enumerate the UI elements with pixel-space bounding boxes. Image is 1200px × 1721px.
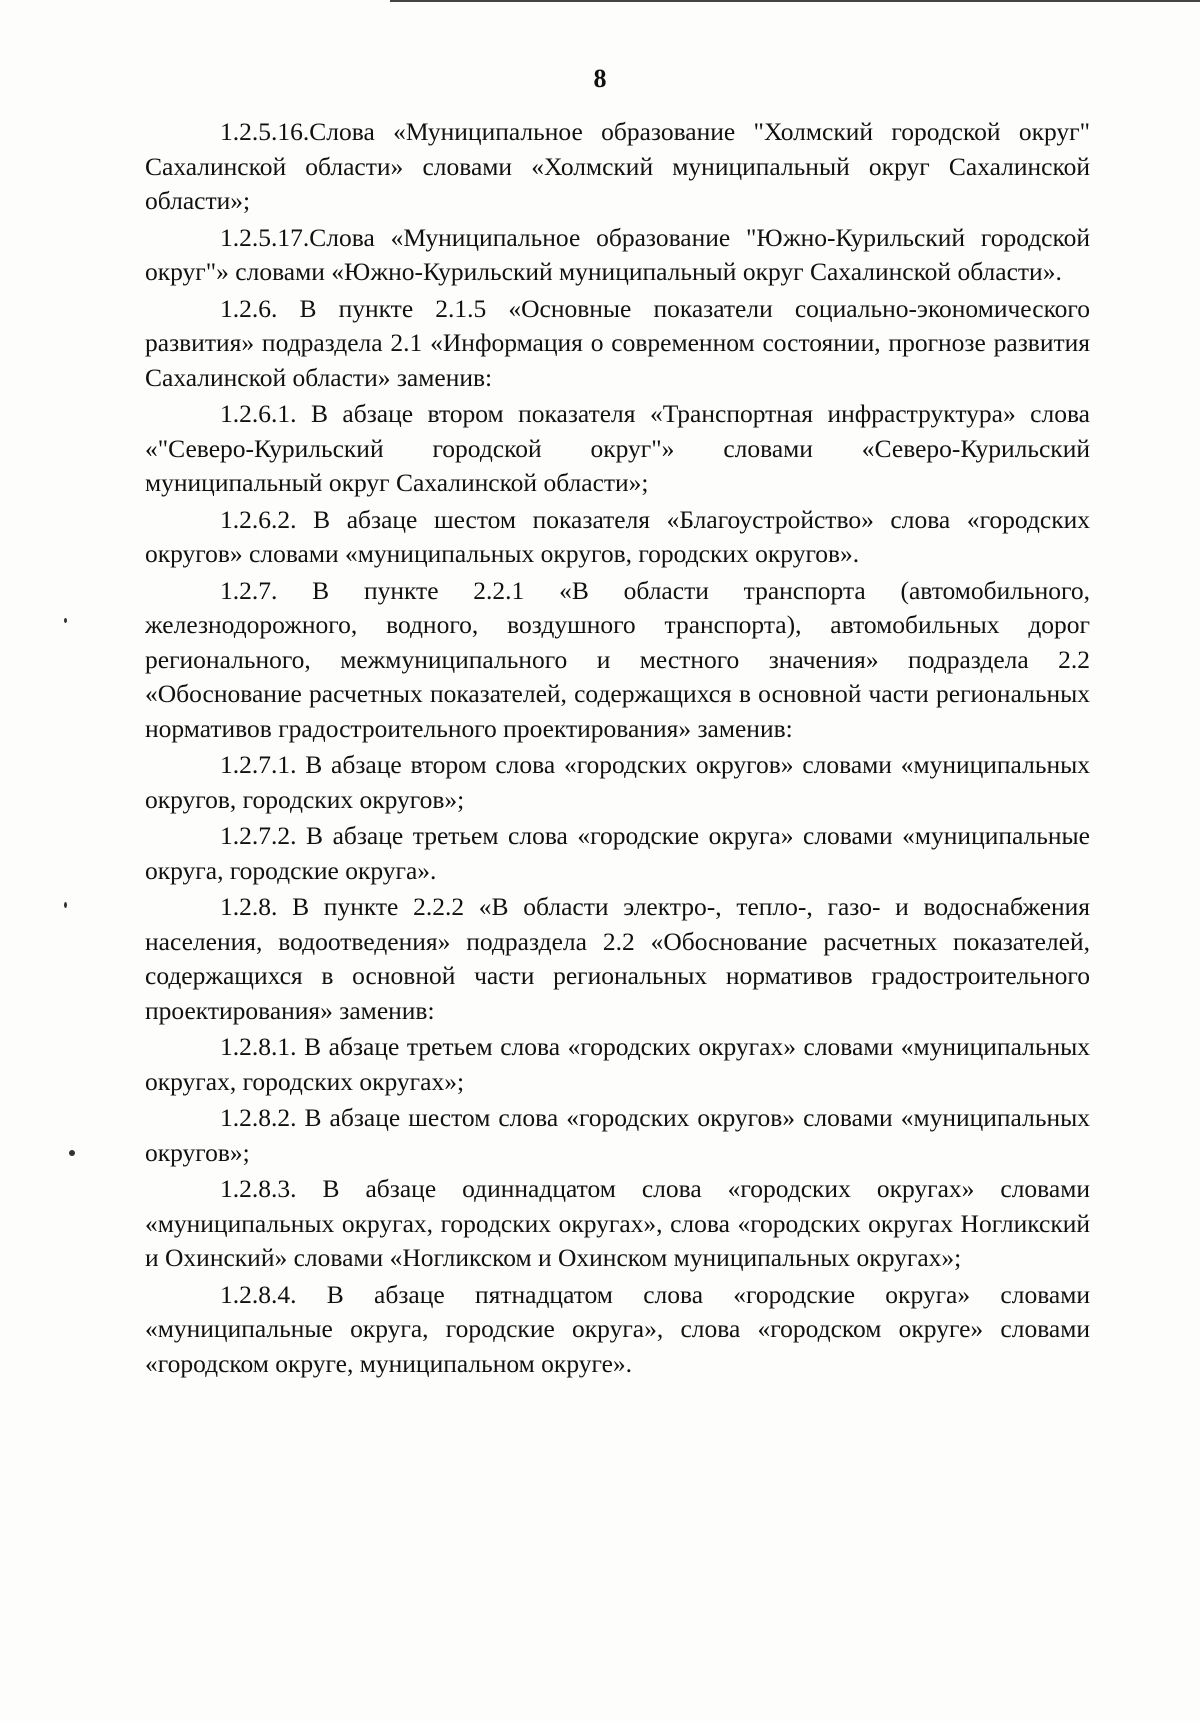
paragraph-1-2-8-2: 1.2.8.2. В абзаце шестом слова «городских округов» словами «муниципальных округов»; xyxy=(145,1103,1090,1167)
scan-speck xyxy=(69,1150,75,1156)
paragraph-1-2-5-17: 1.2.5.17.Слова «Муниципальное образование "Южно-Курильский городской округ"» словами «Южно-Курильский муниципальный округ Сахалинской области». xyxy=(145,222,1090,286)
paragraph-1-2-5-16: 1.2.5.16.Слова «Муниципальное образование "Холмский городской округ" Сахалинской области» словами «Холмский муниципальный округ Сахалинской области»; xyxy=(145,117,1090,215)
paragraph-1-2-8: 1.2.8. В пункте 2.2.2 «В области электро-, тепло-, газо- и водоснабжения населения, водоотведения» подраздела 2.2 «Обоснование расчетных показателей, содержащихся в основной части региональных нормативов градостроительного проектирования» заменив: xyxy=(145,892,1090,1025)
scan-speck xyxy=(64,618,67,623)
paragraph-1-2-7: 1.2.7. В пункте 2.2.1 «В области транспорта (автомобильного, железнодорожного, водного, воздушного транспорта), автомобильных дорог регионального, межмуниципального и местного значения» подраздела 2.2 «Обоснование расчетных показателей, содержащихся в основной части региональных нормативов градостроительного проектирования» заменив: xyxy=(145,575,1090,743)
top-border-line xyxy=(390,0,1200,2)
paragraph-1-2-8-3: 1.2.8.3. В абзаце одиннадцатом слова «городских округах» словами «муниципальных округах, городских округах», слова «городских округах Ногликский и Охинский» словами «Ногликском и Охинском муниципальных округах»; xyxy=(145,1174,1090,1272)
paragraph-1-2-6-2: 1.2.6.2. В абзаце шестом показателя «Благоустройство» слова «городских округов» словами «муниципальных округов, городских округов». xyxy=(145,504,1090,568)
scan-speck xyxy=(64,902,67,908)
document-body xyxy=(145,115,1090,1383)
paragraph-1-2-7-1: 1.2.7.1. В абзаце втором слова «городских округов» словами «муниципальных округов, городских округов»; xyxy=(145,750,1090,814)
paragraph-1-2-8-1: 1.2.8.1. В абзаце третьем слова «городских округах» словами «муниципальных округах, городских округах»; xyxy=(145,1032,1090,1096)
paragraph-1-2-8-4: 1.2.8.4. В абзаце пятнадцатом слова «городские округа» словами «муниципальные округа, городские округа», слова «городском округе» словами «городском округе, муниципальном округе». xyxy=(145,1279,1090,1378)
page-number: 8 xyxy=(593,64,607,93)
paragraph-1-2-6-1: 1.2.6.1. В абзаце втором показателя «Транспортная инфраструктура» слова «"Северо-Курильский городской округ"» словами «Северо-Курильский муниципальный округ Сахалинской области»; xyxy=(145,399,1090,497)
paragraph-1-2-7-2: 1.2.7.2. В абзаце третьем слова «городские округа» словами «муниципальные округа, городские округа». xyxy=(145,821,1090,885)
paragraph-1-2-6: 1.2.6. В пункте 2.1.5 «Основные показатели социально-экономического развития» подраздела 2.1 «Информация о современном состоянии, прогнозе развития Сахалинской области» заменив: xyxy=(145,293,1090,392)
